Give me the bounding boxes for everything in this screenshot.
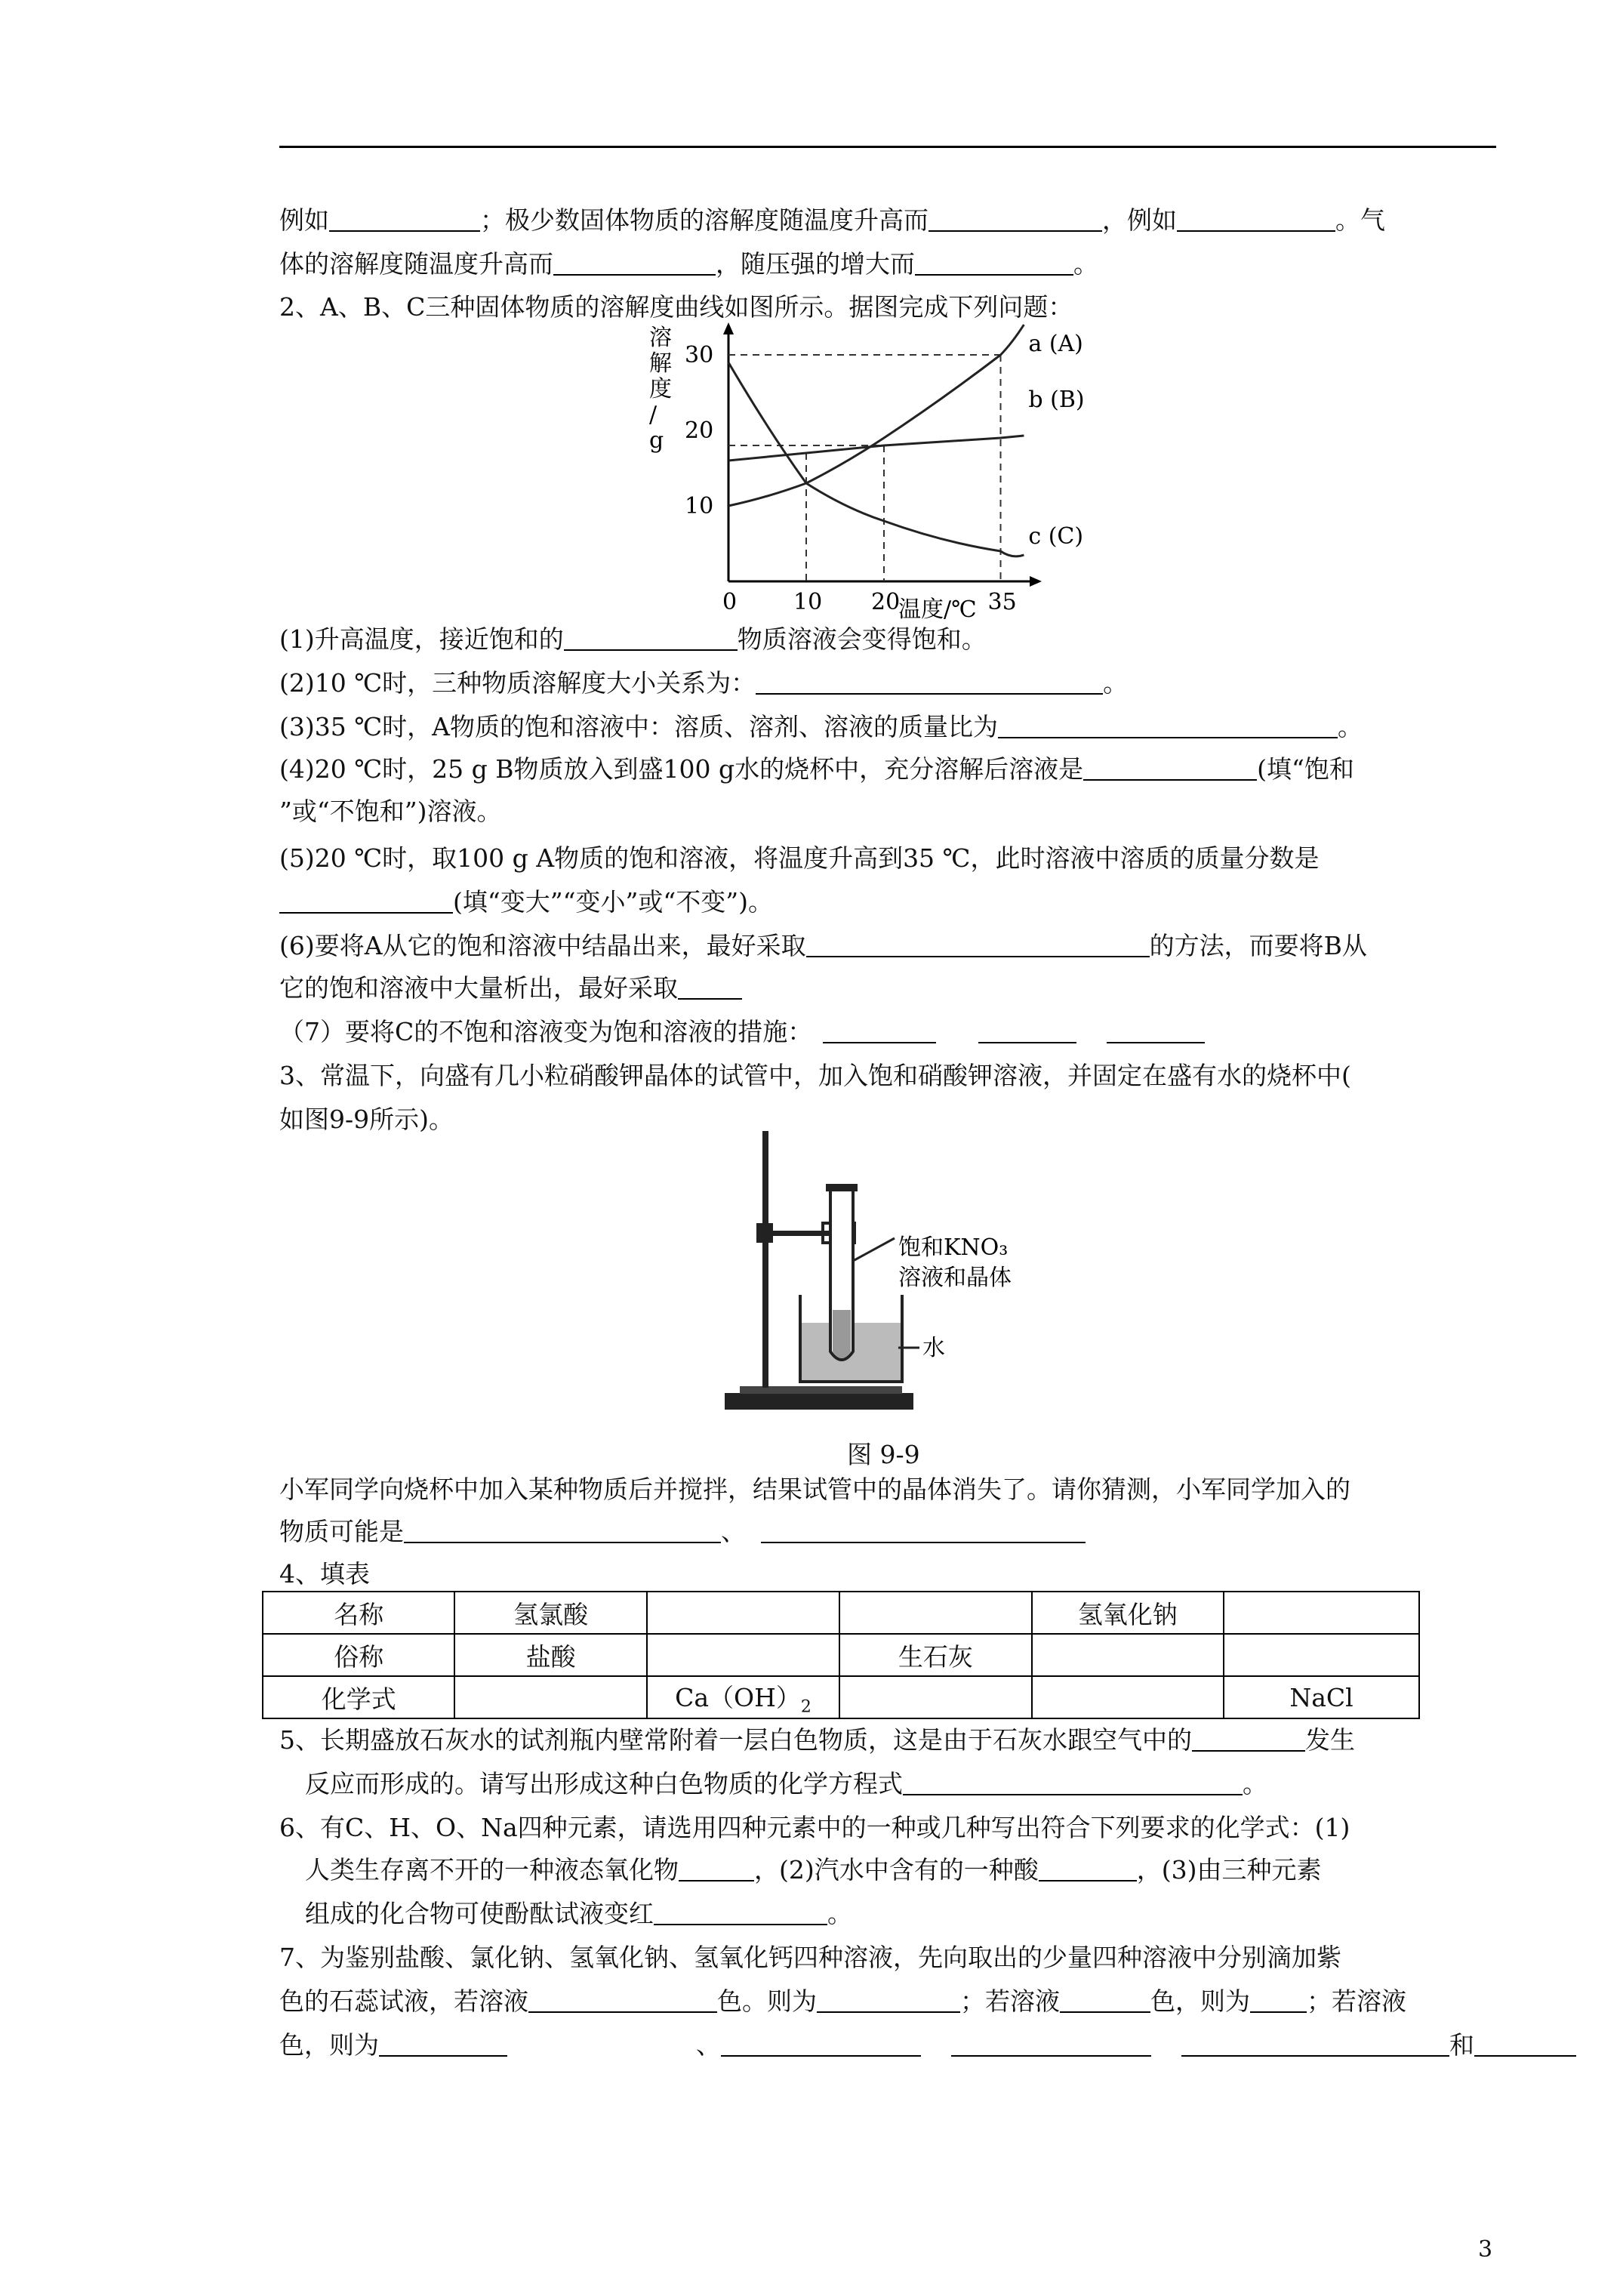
table-cell: 生石灰 — [839, 1634, 1031, 1676]
formula-text: Ca（OH） — [675, 1682, 801, 1712]
q2-4b: ”或“不饱和”)溶液。 — [279, 797, 502, 826]
q2-5b: (填“变大”“变小”或“不变”)。 — [279, 889, 773, 914]
table-row — [263, 1676, 1419, 1718]
q3b: 如图9-9所示)。 — [279, 1105, 454, 1134]
table-cell[interactable] — [647, 1634, 839, 1676]
blank[interactable] — [564, 627, 738, 651]
clamp-knob — [756, 1223, 773, 1243]
table-cell: 盐酸 — [454, 1634, 646, 1676]
blank[interactable] — [756, 670, 1103, 695]
q5a: 5、长期盛放石灰水的试剂瓶内壁常附着一层白色物质，这是由于石灰水跟空气中的 发生 — [279, 1725, 1355, 1755]
blank[interactable] — [1181, 2032, 1449, 2057]
blank[interactable] — [1060, 1989, 1150, 2013]
blank[interactable] — [678, 975, 742, 1000]
series-line-0 — [728, 325, 1024, 506]
xtick-label: 10 — [793, 589, 823, 615]
q3c: 小军同学向烧杯中加入某种物质后并搅拌，结果试管中的晶体消失了。请你猜测，小军同学加入的 — [279, 1475, 1350, 1504]
blank[interactable] — [1039, 1857, 1137, 1881]
blank[interactable] — [1107, 1019, 1205, 1043]
curve-label: b (B) — [1028, 387, 1085, 413]
table-cell[interactable] — [454, 1676, 646, 1718]
blank[interactable] — [817, 1989, 960, 2013]
chart-xlabel: 温度/℃ — [898, 596, 977, 623]
label-pointer-1 — [853, 1238, 895, 1261]
table-cell: 名称 — [263, 1592, 454, 1634]
blank[interactable] — [951, 2032, 1151, 2057]
solubility-chart — [642, 321, 1085, 623]
blank[interactable] — [404, 1519, 721, 1543]
ylabel-char: / — [649, 402, 658, 428]
blank[interactable] — [915, 251, 1073, 276]
xtick-label: 20 — [871, 589, 901, 615]
y-axis-arrow — [723, 322, 734, 334]
blank[interactable] — [1250, 1989, 1307, 2013]
q2-2: (2)10 ℃时，三种物质溶解度大小关系为： 。 — [279, 668, 1129, 698]
tube-solution — [833, 1310, 851, 1358]
table-cell[interactable] — [839, 1676, 1031, 1718]
series-line-2 — [728, 362, 1024, 556]
blank[interactable] — [761, 1519, 1086, 1543]
chart-lines — [728, 325, 1024, 556]
table-row — [263, 1634, 1419, 1676]
q2-6b: 它的饱和溶液中大量析出，最好采取 — [279, 975, 742, 1000]
ytick-label: 10 — [685, 493, 714, 519]
blank[interactable] — [279, 889, 453, 914]
q2-3: (3)35 ℃时，A物质的饱和溶液中：溶质、溶剂、溶液的质量比为 。 — [279, 712, 1363, 741]
chart-guides — [728, 355, 1001, 581]
ylabel-char: 度 — [649, 376, 672, 402]
chart-curve-labels — [1028, 331, 1084, 550]
blank[interactable] — [998, 714, 1338, 738]
blank[interactable] — [823, 1019, 936, 1043]
text-line-1: 例如 ；极少数固体物质的溶解度随温度升高而 ，例如 。气 — [279, 205, 1385, 235]
formula-subscript: 2 — [800, 1697, 812, 1717]
stand-base — [725, 1393, 913, 1410]
apparatus-figure — [717, 1125, 1049, 1419]
q2-6a: (6)要将A从它的饱和溶液中结晶出来，最好采取 的方法，而要将B从 — [279, 931, 1367, 960]
blank[interactable] — [553, 251, 716, 276]
blank[interactable] — [654, 1901, 827, 1925]
ytick-label: 30 — [685, 342, 714, 368]
q6a: 6、有C、H、O、Na四种元素，请选用四种元素中的一种或几种写出符合下列要求的化学式：(1) — [279, 1813, 1350, 1842]
q7b: 色的石蕊试液，若溶液 色。则为 ；若溶液 色，则为 ；若溶液 — [279, 1986, 1406, 2016]
q7c: 色，则为 、 和 — [279, 2032, 1576, 2057]
table-cell: 化学式 — [263, 1676, 454, 1718]
blank[interactable] — [1474, 2032, 1576, 2057]
q2-7: （7）要将C的不饱和溶液变为饱和溶液的措施： — [279, 1019, 1205, 1044]
q2-4a: (4)20 ℃时，25 g B物质放入到盛100 g水的烧杯中，充分溶解后溶液是 (填“饱和 — [279, 754, 1354, 784]
table-cell[interactable] — [1032, 1676, 1224, 1718]
table-cell[interactable] — [647, 1592, 839, 1634]
blank[interactable] — [329, 208, 480, 232]
q6c: 组成的化合物可使酚酞试液变红 。 — [305, 1899, 852, 1928]
blank[interactable] — [1192, 1727, 1305, 1752]
blank[interactable] — [806, 933, 1150, 957]
blank[interactable] — [978, 1019, 1076, 1043]
blank[interactable] — [903, 1771, 1243, 1795]
blank[interactable] — [1083, 757, 1257, 781]
curve-label: c (C) — [1028, 523, 1084, 550]
table-cell[interactable] — [839, 1592, 1031, 1634]
question-2-intro: 2、A、B、C三种固体物质的溶解度曲线如图所示。据图完成下列问题： — [279, 292, 1073, 322]
label-solution-crystal: 溶液和晶体 — [898, 1265, 1012, 1291]
header-rule — [279, 146, 1496, 148]
table-cell — [647, 1676, 839, 1718]
q2-5a: (5)20 ℃时，取100 g A物质的饱和溶液，将温度升高到35 ℃，此时溶液中溶质的质量分数是 — [279, 843, 1320, 873]
chart-ylabel — [649, 325, 672, 454]
blank[interactable] — [1177, 208, 1335, 232]
blank[interactable] — [929, 208, 1102, 232]
q4: 4、填表 — [279, 1559, 370, 1589]
q6b: 人类生存离不开的一种液态氧化物 ，(2)汽水中含有的一种酸 ，(3)由三种元素 — [305, 1855, 1322, 1885]
text-line-2: 体的溶解度随温度升高而 ，随压强的增大而 。 — [279, 249, 1098, 279]
q3d: 物质可能是 、 — [279, 1519, 1086, 1544]
curve-label: a (A) — [1028, 331, 1083, 357]
table-cell[interactable] — [1032, 1634, 1224, 1676]
q7a: 7、为鉴别盐酸、氯化钠、氢氧化钠、氢氧化钙四种溶液，先向取出的少量四种溶液中分别滴加紫 — [279, 1943, 1341, 1972]
table-cell: 俗称 — [263, 1634, 454, 1676]
ylabel-char: 解 — [649, 350, 672, 377]
label-water: 水 — [922, 1335, 945, 1361]
blank[interactable] — [721, 2032, 921, 2057]
table-cell[interactable] — [1224, 1634, 1419, 1676]
xtick-label: 35 — [987, 589, 1017, 615]
tube-rim — [826, 1184, 858, 1191]
table-cell: 氢氧化钠 — [1032, 1592, 1224, 1634]
blank[interactable] — [679, 1857, 754, 1881]
ylabel-char: 溶 — [649, 325, 672, 351]
ytick-label: 20 — [685, 418, 714, 444]
table-row — [263, 1592, 1419, 1634]
ylabel-char: g — [649, 427, 664, 454]
label-saturated-kno3: 饱和KNO₃ — [898, 1234, 1009, 1261]
blank[interactable] — [528, 1989, 717, 2013]
fill-table — [262, 1591, 1420, 1719]
blank[interactable] — [379, 2032, 507, 2057]
table-cell[interactable] — [1224, 1592, 1419, 1634]
q3a: 3、常温下，向盛有几小粒硝酸钾晶体的试管中，加入饱和硝酸钾溶液，并固定在盛有水的烧杯中( — [279, 1061, 1351, 1090]
xtick-label: 0 — [722, 589, 738, 615]
q5b: 反应而形成的。请写出形成这种白色物质的化学方程式 。 — [305, 1769, 1267, 1798]
figure-caption: 图 9-9 — [847, 1440, 920, 1469]
table-cell: NaCl — [1224, 1676, 1419, 1718]
stand-rod — [762, 1131, 768, 1388]
chart-yticks — [685, 342, 713, 519]
table-cell: 氢氯酸 — [454, 1592, 646, 1634]
x-axis-arrow — [1030, 576, 1042, 587]
page-number: 3 — [1478, 2236, 1493, 2263]
q2-1: (1)升高温度，接近饱和的 物质溶液会变得饱和。 — [279, 624, 987, 654]
series-line-1 — [728, 436, 1024, 461]
